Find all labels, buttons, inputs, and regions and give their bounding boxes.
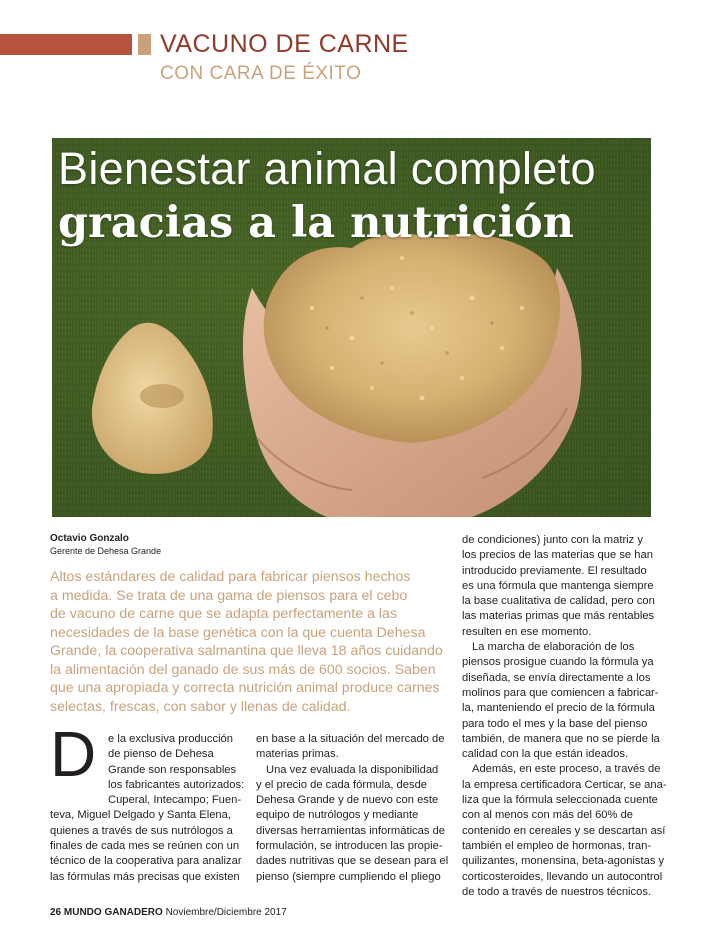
lead-line: que una apropiada y correcta nutrición animal produce carnes <box>50 680 440 696</box>
body-line: La marcha de elaboración de los <box>472 641 635 654</box>
body-line: materias primas. <box>256 748 339 761</box>
body-line: es una fórmula que mantenga siempre <box>462 579 654 592</box>
magazine-name: MUNDO GANADERO <box>63 907 163 918</box>
issue-date: Noviembre/Diciembre 2017 <box>165 907 287 918</box>
body-line: Una vez evaluada la disponibilidad <box>266 763 439 776</box>
section-title: VACUNO DE CARNE <box>160 30 409 58</box>
body-line: Además, en este proceso, a través de <box>472 763 661 776</box>
body-line: la, manteniendo el precio de la fórmula <box>462 702 655 715</box>
body-line: las materias primas que más rentables <box>462 610 655 623</box>
lead-line: selectas, frescas, con sabor y llenas de calidad. <box>50 698 351 715</box>
body-line: introducido previamente. El resultado <box>462 564 647 577</box>
author-role: Gerente de Dehesa Grande <box>50 546 162 556</box>
body-line: técnico de la cooperativa para analizar <box>50 855 242 868</box>
body-line: en base a la situación del mercado de <box>256 733 445 745</box>
body-line: y el precio de cada fórmula, desde <box>256 778 428 791</box>
body-line: la base cualitativa de calidad, pero con <box>462 595 655 608</box>
section-subtitle: CON CARA DE ÉXITO <box>160 63 362 84</box>
body-line: diseñada, se envía directamente a los <box>462 671 651 684</box>
headline-line-1: Bienestar animal completo <box>58 143 596 194</box>
lead-line: Altos estándares de calidad para fabricar piensos hechos <box>50 569 411 585</box>
body-line: contenido en cereales y se descartan así <box>462 824 666 837</box>
body-line: Cuperal, Intecampo; Fuen- <box>108 794 242 807</box>
lead-line: a medida. Se trata de una gama de piensos para el cebo <box>50 587 408 604</box>
body-line: molinos para que comiencen a fabricar- <box>462 686 659 699</box>
body-line: finales de cada mes se reúnen con un <box>50 840 240 853</box>
body-line: los fabricantes autorizados: <box>108 778 245 791</box>
body-line: piensos prosigue cuando la fórmula ya <box>462 656 654 669</box>
drop-cap: D <box>50 718 97 790</box>
lead-line: necesidades de la base genética con la que cuenta Dehesa <box>50 624 426 641</box>
body-line: pienso (siempre cumpliendo el pliego <box>256 870 441 883</box>
body-column-2 <box>256 732 448 885</box>
body-line: diversas herramientas informáticas de <box>256 824 446 837</box>
page-number: 26 <box>50 907 62 918</box>
section-color-bar <box>0 34 132 55</box>
body-line: corticosteroides, llevando un autocontrol <box>462 870 663 883</box>
headline-line-2: gracias a la nutrición <box>58 198 574 248</box>
body-line: liza que la fórmula seleccionada cuente <box>462 794 658 807</box>
body-line: también el empleo de hormonas, tran- <box>462 839 652 852</box>
body-line: formulación, se introducen las propie- <box>256 840 443 853</box>
body-line: dades nutritivas que se desean para el <box>256 855 449 868</box>
body-line: también, de manera que no se pierde la <box>462 732 660 745</box>
body-line: para todo el mes y la base del pienso <box>462 717 648 730</box>
body-column-1 <box>50 732 245 885</box>
page-footer <box>50 907 287 918</box>
lead-line: de vacuno de carne que se adapta perfectamente a las <box>50 606 398 622</box>
author-name: Octavio Gonzalo <box>50 533 129 544</box>
lead-line: la alimentación del ganado de sus más de 600 socios. Saben <box>50 661 436 678</box>
body-line: e la exclusiva producción <box>108 733 233 745</box>
body-line: los precios de las materias que se han <box>462 549 653 562</box>
lead-paragraph <box>50 568 450 716</box>
section-color-bar-end <box>138 34 151 55</box>
body-line: Grande son responsables <box>108 763 237 776</box>
lead-line: Grande, la cooperativa salmantina que lleva 18 años cuidando <box>50 643 443 659</box>
body-line: resulten en ese momento. <box>462 625 592 638</box>
body-line: equipo de nutrólogos y mediante <box>256 809 419 822</box>
body-line: quilizantes, monensina, beta-agonistas y <box>462 855 665 868</box>
body-line: las fórmulas más precisas que existen <box>50 870 240 883</box>
body-line: de todo a través de nuestros técnicos. <box>462 885 652 898</box>
body-line: de pienso de Dehesa <box>108 748 214 761</box>
body-line: la empresa certificadora Certicar, se ana- <box>462 778 667 791</box>
body-line: quienes a través de sus nutrólogos a <box>50 824 233 837</box>
body-line: calidad con la que están ideados. <box>462 748 629 761</box>
body-line: teva, Miguel Delgado y Santa Elena, <box>50 809 231 822</box>
body-line: de condiciones) junto con la matriz y <box>462 534 643 546</box>
body-column-3 <box>462 533 667 900</box>
body-line: con al menos con más del 60% de <box>462 809 634 822</box>
body-line: Dehesa Grande y de nuevo con este <box>256 794 439 807</box>
